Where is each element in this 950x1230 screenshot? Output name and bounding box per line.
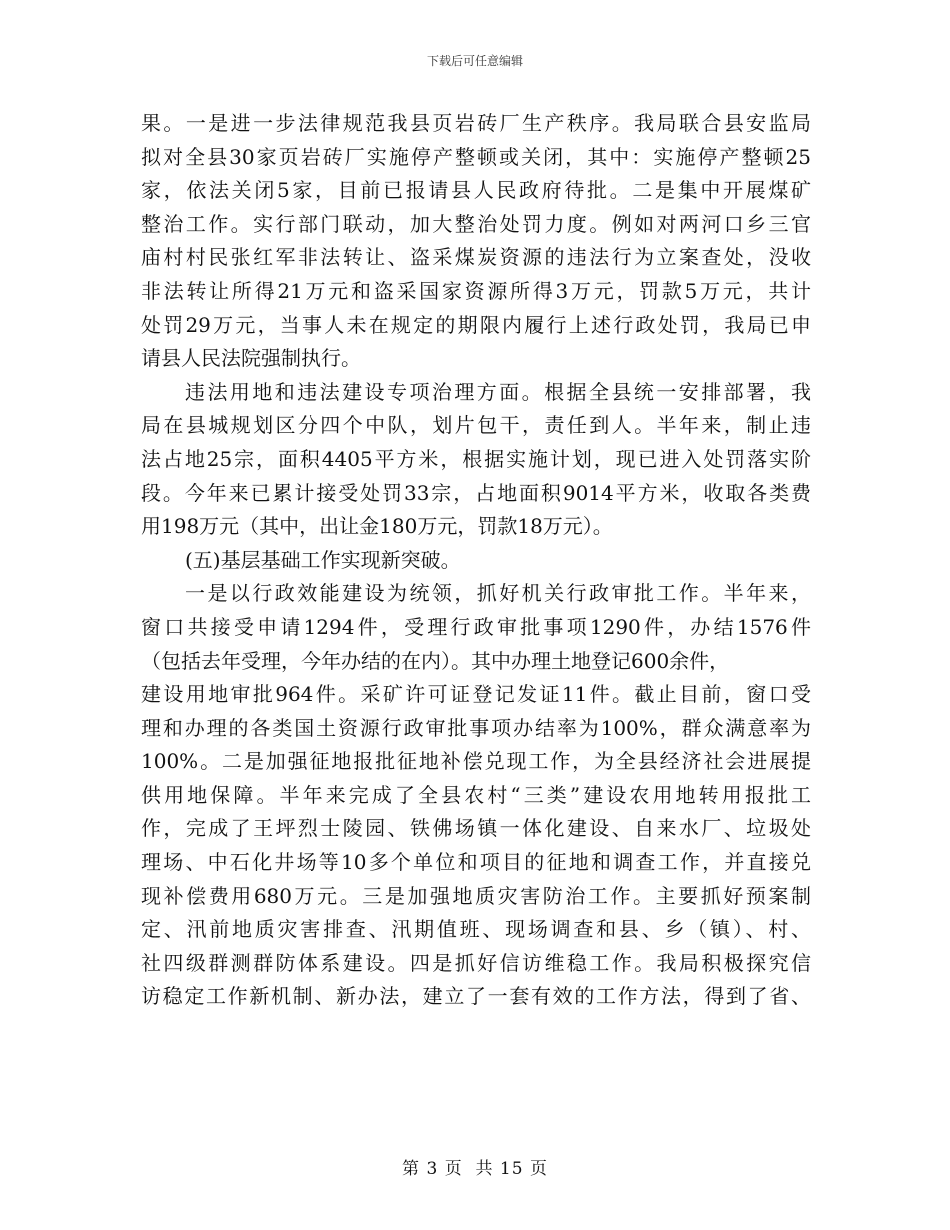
text-line: 非法转让所得21万元和盗采国家资源所得3万元，罚款5万元，共计 bbox=[141, 278, 811, 303]
text-line: 理场、中石化井场等10多个单位和项目的征地和调查工作，并直接兑 bbox=[141, 850, 811, 875]
text-line: 建设用地审批964件。采矿许可证登记发证11件。截止目前，窗口受 bbox=[141, 682, 811, 707]
footer-mid: 页 共 bbox=[444, 1159, 494, 1179]
text-line: 庙村村民张红军非法转让、盗采煤炭资源的违法行为立案查处，没收 bbox=[141, 245, 811, 270]
text-line: 访稳定工作新机制、新办法，建立了一套有效的工作方法，得到了省、 bbox=[141, 984, 811, 1009]
text-line: 理和办理的各类国土资源行政审批事项办结率为100%，群众满意率为 bbox=[141, 715, 811, 740]
text-line: 段。今年来已累计接受处罚33宗，占地面积9014平方米，收取各类费 bbox=[141, 480, 811, 505]
page-footer bbox=[0, 1154, 950, 1179]
text-line: 作，完成了王坪烈士陵园、铁佛场镇一体化建设、自来水厂、垃圾处 bbox=[141, 816, 811, 841]
text-line: 窗口共接受申请1294件，受理行政审批事项1290件，办结1576件 bbox=[141, 614, 811, 639]
footer-suffix: 页 bbox=[529, 1159, 548, 1179]
section-heading: (五)基层基础工作实现新突破。 bbox=[185, 547, 461, 572]
text-line: 供用地保障。半年来完成了全县农村“三类”建设农用地转用报批工 bbox=[141, 782, 811, 807]
text-line: 现补偿费用680万元。三是加强地质灾害防治工作。主要抓好预案制 bbox=[141, 883, 811, 908]
document-body bbox=[141, 107, 811, 1014]
footer-prefix: 第 bbox=[402, 1159, 421, 1179]
text-line: 定、汛前地质灾害排查、汛期值班、现场调查和县、乡（镇）、村、 bbox=[141, 917, 811, 942]
text-line: 果。一是进一步法律规范我县页岩砖厂生产秩序。我局联合县安监局 bbox=[141, 111, 811, 135]
text-line: 家，依法关闭5家，目前已报请县人民政府待批。二是集中开展煤矿 bbox=[141, 178, 811, 203]
text-line: 拟对全县30家页岩砖厂实施停产整顿或关闭，其中：实施停产整顿25 bbox=[141, 144, 811, 169]
text-line: 100%。二是加强征地报批征地补偿兑现工作，为全县经济社会进展提 bbox=[141, 749, 811, 774]
text-line: 社四级群测群防体系建设。四是抓好信访维稳工作。我局积极探究信 bbox=[141, 950, 811, 975]
text-line: 法占地25宗，面积4405平方米，根据实施计划，现已进入处罚落实阶 bbox=[141, 446, 811, 471]
text-line: 用198万元（其中，出让金180万元，罚款18万元）。 bbox=[141, 514, 613, 539]
text-line: 请县人民法院强制执行。 bbox=[141, 346, 361, 371]
page-header: 下载后可任意编辑 bbox=[426, 54, 523, 68]
total-pages: 15 bbox=[499, 1159, 524, 1179]
text-line: 违法用地和违法建设专项治理方面。根据全县统一安排部署，我 bbox=[185, 379, 811, 404]
text-line: 局在县城规划区分四个中队，划片包干，责任到人。半年来，制止违 bbox=[141, 413, 811, 438]
page-number: 3 bbox=[426, 1159, 439, 1179]
text-line: 一是以行政效能建设为统领，抓好机关行政审批工作。半年来， bbox=[185, 581, 811, 606]
text-line: （包括去年受理，今年办结的在内）。其中办理土地登记600余件， bbox=[141, 648, 730, 673]
text-line: 处罚29万元，当事人未在规定的期限内履行上述行政处罚，我局已申 bbox=[141, 312, 811, 337]
text-line: 整治工作。实行部门联动，加大整治处罚力度。例如对两河口乡三官 bbox=[141, 211, 811, 236]
